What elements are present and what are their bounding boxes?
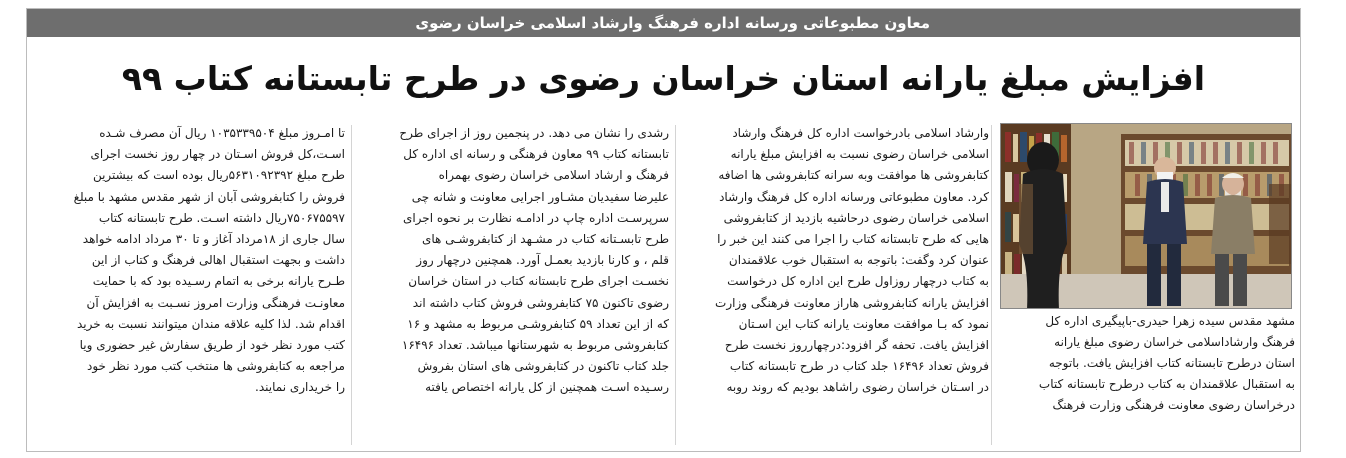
text-line: سرپرسـت اداره چاپ در ادامـه نظارت بر نحوه اجرای bbox=[402, 210, 669, 225]
text-line: عنوان کرد وگفت: باتوجه به استقبال خوب علاقمندان bbox=[728, 253, 989, 268]
text-line: رسـیده اسـت همچنین از کل یارانه اختصاص یافته bbox=[425, 380, 669, 395]
text-line: فروش تعداد ۱۶۴۹۶ جلد کتاب در طرح تابستانه کتاب bbox=[729, 359, 989, 374]
text-line: تا امـروز مبلغ ۱۰۳۵۳۳۹۵۰۴ ریال آن مصرف شـده bbox=[99, 126, 345, 140]
text-line: اسلامی خراسان رضوی نسبت به افزایش مبلغ یارانه bbox=[730, 147, 989, 162]
text-line: اقدام شد. لذا کلیه علاقه مندان میتوانند نسبت به خرید bbox=[76, 316, 345, 331]
text-line: طرح تابسـتانه کتاب در مشـهد از کتابفروشـی های bbox=[421, 231, 669, 246]
text-line: معاونـت فرهنگی وزارت امروز نسـبت به افزایش آن bbox=[86, 295, 345, 310]
text-line: مراجعه به کتابفروشی ها منتخب کتب مورد نظر خود bbox=[86, 359, 345, 374]
text-line: وارشاد اسلامی بادرخواست اداره کل فرهنگ وارشاد bbox=[732, 126, 989, 140]
text-line: افزایش یافت. تحفه گر افزود:درچهارروز نخست طرح bbox=[724, 337, 989, 352]
text-line: به کتاب درچهار روزاول طرح این اداره کل درخواست bbox=[727, 274, 989, 289]
text-line: هایی که طرح تابستانه کتاب را اجرا می کنند این خبر را bbox=[717, 231, 989, 246]
bookstore-visit-photo bbox=[1001, 124, 1292, 309]
article-column-1 bbox=[683, 123, 989, 398]
text-line: جلد کتاب تاکنون در کتابفروشی های استان بفروش bbox=[417, 359, 669, 374]
caption-line: مشهد مقدس سیده زهرا حیدری-باپیگیری اداره کل bbox=[1045, 314, 1295, 328]
article-column-3 bbox=[49, 123, 345, 398]
caption-line: به استقبال علاقمندان به کتاب درطرح تابستانه کتاب bbox=[1038, 377, 1295, 391]
text-line: کتابفروشی ها موافقت وبه سرانه کتابفروشی ها اضافه bbox=[718, 168, 989, 183]
text-line: نخسـت اجرای طرح تابستانه کتاب در استان خراسان bbox=[408, 274, 669, 289]
photo-caption bbox=[995, 311, 1295, 416]
news-article bbox=[26, 8, 1301, 452]
text-line: طرح مبلغ ۵۶۳۱۰۹۲۳۹۲ریال بوده است که بیشترین bbox=[92, 168, 345, 183]
text-line: فرهنگ و ارشاد اسلامی خراسان رضوی بهمراه bbox=[438, 168, 669, 183]
column-divider bbox=[675, 125, 676, 445]
text-line: ۷۵۰۶۷۵۵۹۷ریال داشته اسـت. طرح تابستانه کتاب bbox=[98, 210, 345, 225]
text-line: سال جاری از ۱۸مرداد آغاز و تا ۳۰ مرداد ادامه خواهد bbox=[82, 231, 345, 246]
text-line: علیرضا سفیدیان مشـاور اجرایی معاونت و شانه چی bbox=[411, 189, 669, 204]
text-line: داشت و بجهت استقبال اهالی فرهنگ و کتاب از این bbox=[91, 253, 345, 268]
text-line: قلم ، و کارنا بازدید بعمـل آورد. همچنین درچهار روز bbox=[416, 253, 669, 268]
column-divider bbox=[991, 125, 992, 445]
caption-line: استان درطرح تابستانه کتاب افزایش یافت. باتوجه bbox=[1048, 356, 1295, 370]
text-line: تابستانه کتاب ۹۹ معاون فرهنگی و رسانه ای اداره کل bbox=[403, 147, 669, 162]
text-line: نمود که بـا موافقت معاونت یارانه کتاب این اسـتان bbox=[738, 316, 989, 331]
kicker-banner: معاون مطبوعاتی ورسانه اداره فرهنگ وارشاد اسلامی خراسان رضوی bbox=[27, 9, 1300, 37]
caption-line: درخراسان رضوی معاونت فرهنگی وزارت فرهنگ bbox=[1052, 398, 1295, 412]
text-line: رضوی تاکنون ۷۵ کتابفروشی فروش کتاب داشته اند bbox=[412, 295, 669, 310]
column-divider bbox=[351, 125, 352, 445]
text-line: افزایش یارانه کتابفروشی هاراز معاونت فرهنگی وزارت bbox=[715, 295, 989, 310]
caption-line: فرهنگ وارشاداسلامی خراسان رضوی مبلغ یارانه bbox=[1054, 335, 1295, 349]
text-line: طـرح یارانه برخی به اتمام رسـیده بود که با حمایت bbox=[92, 274, 345, 289]
text-line: کرد. معاون مطبوعاتی ورسانه اداره کل فرهنگ وارشاد bbox=[719, 189, 989, 204]
text-line: در اسـتان خراسان رضوی راشاهد بودیم که روند روبه bbox=[726, 380, 989, 395]
text-line: اسلامی خراسان رضوی درحاشیه بازدید از کتابفروشی bbox=[723, 210, 989, 225]
text-line: رشدی را نشان می دهد. در پنجمین روز از اجرای طرح bbox=[399, 126, 669, 140]
text-line: کتب مورد نظر خود از طریق سفارش غیر حضوری ویا bbox=[79, 337, 345, 352]
text-line: کتابفروشی مربوط به شهرستانها میباشد. تعداد ۱۶۴۹۶ bbox=[401, 337, 669, 352]
text-line: را خریداری نمایند. bbox=[255, 380, 345, 395]
article-headline: افزایش مبلغ یارانه استان خراسان رضوی در طرح تابستانه کتاب ۹۹ bbox=[121, 59, 1206, 98]
text-line: که از این تعداد ۵۹ کتابفروشـی مربوط به مشهد و ۱۶ bbox=[407, 316, 669, 331]
text-line: فروش را کتابفروشی آبان از شهر مقدس مشهد با مبلغ bbox=[73, 189, 345, 204]
text-line: اسـت،کل فروش اسـتان در چهار روز نخست اجرای bbox=[90, 147, 345, 162]
article-photo bbox=[1000, 123, 1292, 309]
article-column-2 bbox=[357, 123, 669, 398]
